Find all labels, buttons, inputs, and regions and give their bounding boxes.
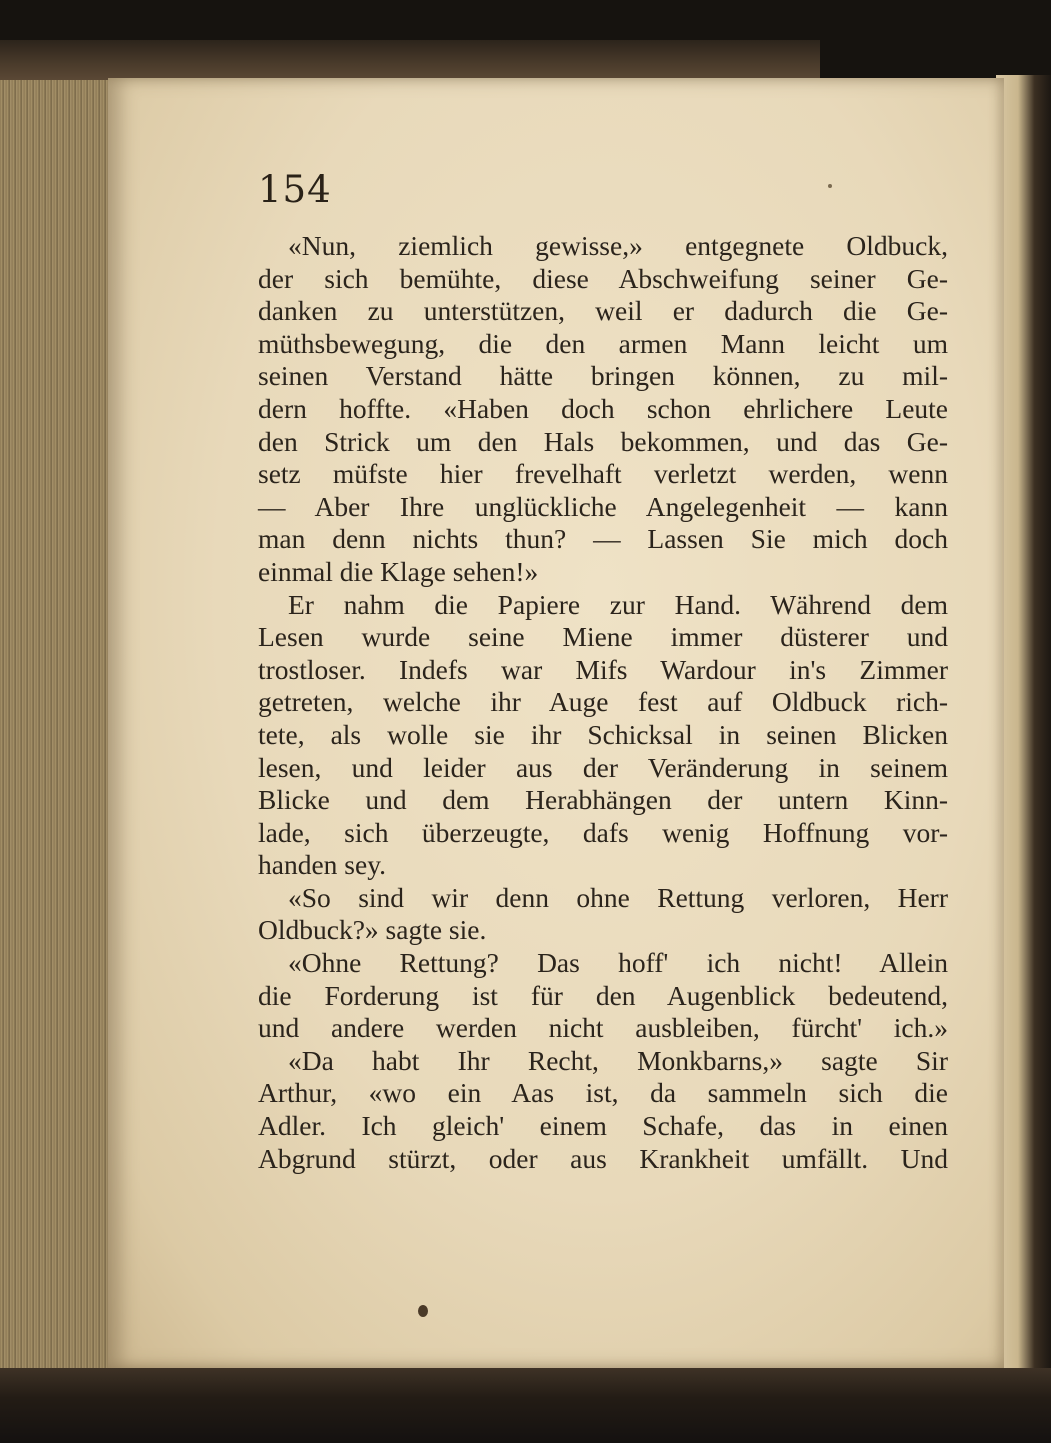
text-line: der sich bemühte, diese Abschweifung seiner Ge- <box>258 262 948 294</box>
text-line: Lesen wurde seine Miene immer düsterer und <box>258 621 948 653</box>
text-line: müthsbewegung, die den armen Mann leicht um <box>258 327 948 359</box>
text-line: dern hoffte. «Haben doch schon ehrlichere Leute <box>258 392 948 424</box>
text-line: tete, als wolle sie ihr Schicksal in seinen Blicken <box>258 718 948 750</box>
text-line: Arthur, «wo ein Aas ist, da sammeln sich die <box>258 1077 948 1109</box>
text-line: — Aber Ihre unglückliche Angelegenheit — kann <box>258 490 948 522</box>
text-line: «So sind wir denn ohne Rettung verloren, Herr <box>288 881 948 913</box>
text-line: handen sey. <box>258 849 387 881</box>
book-bottom-edge <box>0 1368 1051 1443</box>
text-line: setz müfste hier frevelhaft verletzt werden, wenn <box>258 458 948 490</box>
text-line: man denn nichts thun? — Lassen Sie mich doch <box>258 523 948 555</box>
text-line: trostloser. Indefs war Mifs Wardour in's Zimmer <box>258 653 948 685</box>
text-line: und andere werden nicht ausbleiben, fürcht' ich.» <box>258 1012 948 1044</box>
text-line: Abgrund stürzt, oder aus Krankheit umfällt. Und <box>258 1142 948 1174</box>
text-line: einmal die Klage sehen!» <box>258 555 539 587</box>
text-line: lade, sich überzeugte, dafs wenig Hoffnung vor- <box>258 816 948 848</box>
text-line: «Ohne Rettung? Das hoff' ich nicht! Allein <box>288 947 948 979</box>
text-line: Blicke und dem Herabhängen der untern Kinn- <box>258 784 948 816</box>
text-line: seinen Verstand hätte bringen können, zu mil- <box>258 360 948 392</box>
text-line: Oldbuck?» sagte sie. <box>258 914 487 946</box>
stacked-page-edges <box>0 80 120 1370</box>
text-line: «Nun, ziemlich gewisse,» entgegnete Oldbuck, <box>288 230 948 261</box>
text-line: «Da habt Ihr Recht, Monkbarns,» sagte Sir <box>288 1044 948 1076</box>
text-line: lesen, und leider aus der Veränderung in seinem <box>258 751 948 783</box>
body-text <box>258 230 948 1175</box>
text-line: den Strick um den Hals bekommen, und das Ge- <box>258 425 948 457</box>
text-line: danken zu unterstützen, weil er dadurch die Ge- <box>258 295 948 327</box>
text-line: die Forderung ist für den Augenblick bedeutend, <box>258 979 948 1011</box>
text-line: Er nahm die Papiere zur Hand. Während dem <box>288 588 948 620</box>
page-number: 154 <box>258 168 332 211</box>
book-cover-top-edge <box>0 40 820 80</box>
ink-blot <box>418 1305 428 1317</box>
ink-speck <box>828 184 832 188</box>
text-line: getreten, welche ihr Auge fest auf Oldbuck rich- <box>258 686 948 718</box>
book-cover-right-edge <box>996 75 1051 1385</box>
text-line: Adler. Ich gleich' einem Schafe, das in einen <box>258 1110 948 1142</box>
